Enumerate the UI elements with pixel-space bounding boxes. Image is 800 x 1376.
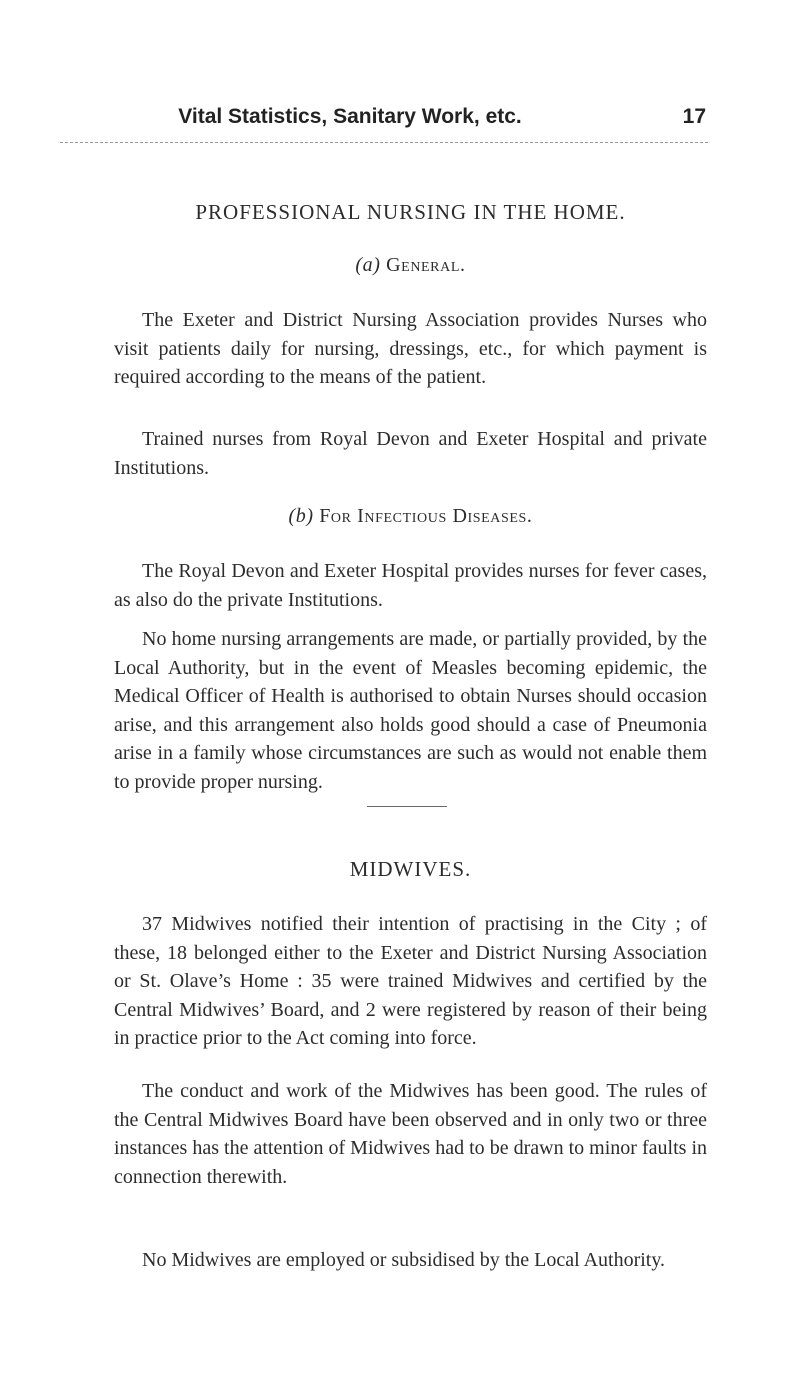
- section-divider: [367, 806, 447, 807]
- general-subheading-letter: (a): [355, 254, 381, 276]
- infectious-paragraph-2: No home nursing arrangements are made, or partially provided, by the Local Authority, but in the event of Measles becoming epidemic, the Medical Officer of Health is authorised to obtain Nurses should occasion arise, and this arrangement also holds good should a case of Pneumonia arise in a family whose circumstances are such as would not enable them to provide proper nursing.: [114, 628, 707, 793]
- infectious-subheading-letter: (b): [288, 505, 314, 527]
- general-subheading: [114, 252, 707, 278]
- infectious-subheading-label: For Infectious Diseases.: [319, 505, 533, 527]
- running-header: [60, 104, 708, 134]
- page-number: 17: [682, 105, 706, 128]
- midwives-paragraph-2: The conduct and work of the Midwives has been good. The rules of the Central Midwives Board have been observed and in only two or three instances has the attention of Midwives had to be drawn to minor faults in connection therewith.: [114, 1080, 707, 1188]
- general-paragraph-1: The Exeter and District Nursing Association provides Nurses who visit patients daily for nursing, dressings, etc., for which payment is required according to the means of the patient.: [114, 309, 707, 388]
- general-subheading-label: General.: [386, 254, 466, 276]
- midwives-section-title: MIDWIVES.: [349, 857, 472, 881]
- midwives-paragraph-1: 37 Midwives notified their intention of practising in the City ; of these, 18 belonged either to the Exeter and District Nursing Association or St. Olave’s Home : 35 were trained Midwives and certified by the Central Midwives’ Board, and 2 were registered by reason of their being in practice prior to the Act coming into force.: [114, 913, 707, 1049]
- header-rule: [60, 142, 708, 143]
- midwives-paragraph-3: No Midwives are employed or subsidised by the Local Authority.: [142, 1249, 666, 1271]
- running-title: Vital Statistics, Sanitary Work, etc.: [178, 105, 522, 128]
- infectious-paragraph-1: The Royal Devon and Exeter Hospital provides nurses for fever cases, as also do the private Institutions.: [114, 560, 707, 611]
- general-paragraph-2: Trained nurses from Royal Devon and Exeter Hospital and private Institutions.: [114, 428, 707, 479]
- nursing-section-title: PROFESSIONAL NURSING IN THE HOME.: [195, 200, 626, 224]
- infectious-subheading: [114, 503, 707, 529]
